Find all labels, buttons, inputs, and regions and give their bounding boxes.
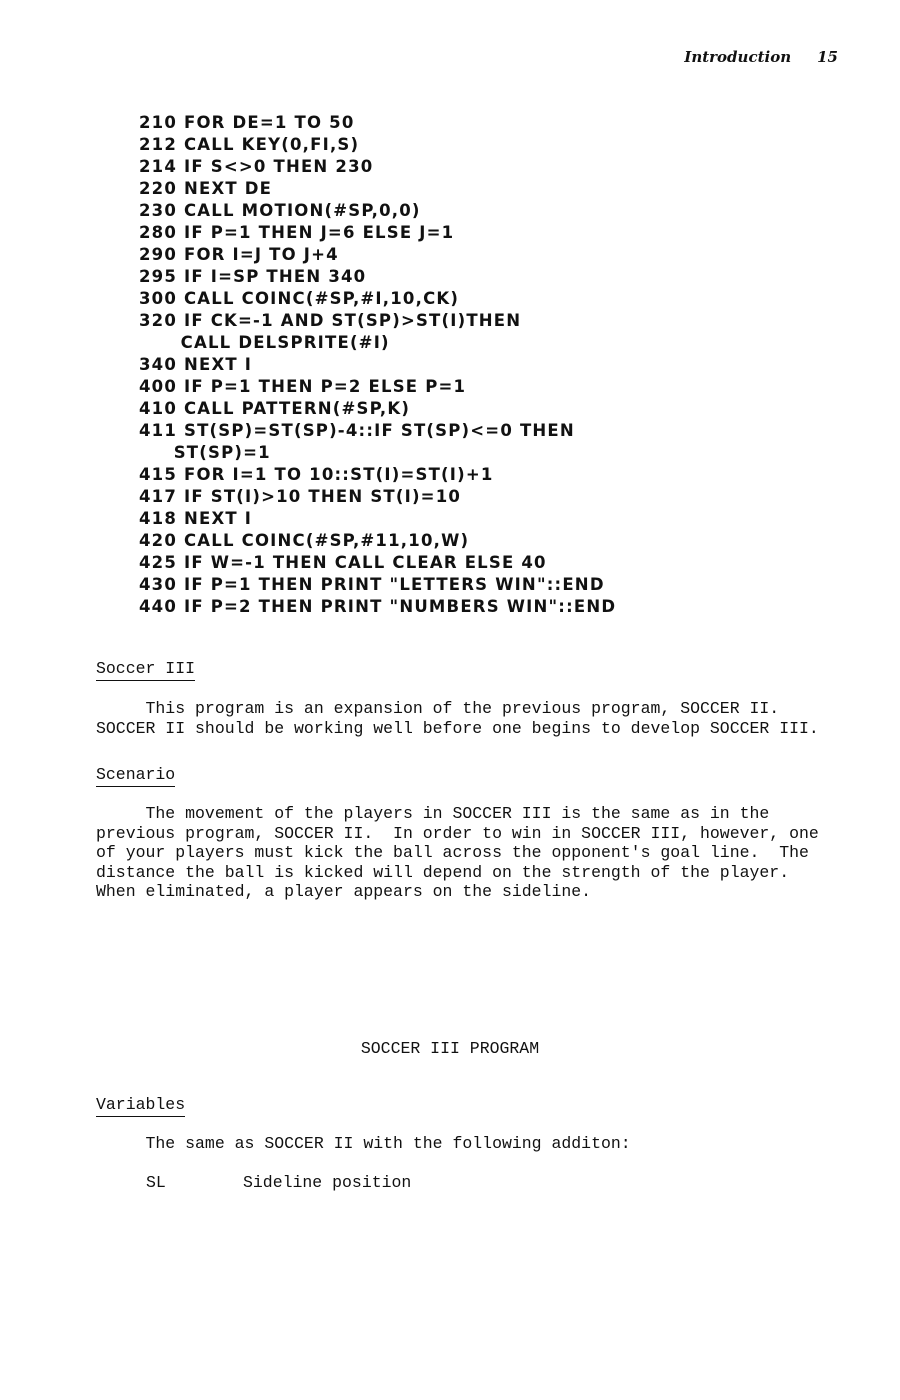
code-line: 415 FOR I=1 TO 10::ST(I)=ST(I)+1	[139, 465, 494, 484]
section-title: Introduction	[684, 48, 792, 66]
code-line: 411 ST(SP)=ST(SP)-4::IF ST(SP)<=0 THEN	[139, 421, 575, 440]
scenario-heading: Scenario	[96, 765, 175, 787]
code-line: 280 IF P=1 THEN J=6 ELSE J=1	[139, 223, 455, 242]
variables-intro: The same as SOCCER II with the following additon:	[96, 1134, 631, 1153]
code-line: ST(SP)=1	[139, 443, 271, 462]
code-line: 230 CALL MOTION(#SP,0,0)	[139, 201, 421, 220]
variables-heading: Variables	[96, 1095, 185, 1117]
code-line: 430 IF P=1 THEN PRINT "LETTERS WIN"::END	[139, 575, 605, 594]
soccer-iii-heading: Soccer III	[96, 659, 195, 681]
code-line: 400 IF P=1 THEN P=2 ELSE P=1	[139, 377, 467, 396]
code-line: 440 IF P=2 THEN PRINT "NUMBERS WIN"::END	[139, 597, 617, 616]
code-line: 340 NEXT I	[139, 355, 253, 374]
code-line: 418 NEXT I	[139, 509, 253, 528]
code-line: 420 CALL COINC(#SP,#11,10,W)	[139, 531, 470, 550]
scenario-paragraph: The movement of the players in SOCCER III is the same as in the previous program, SOCCER II. In order to win in SOCCER III, however, one of your players must kick the ball across the opponent's goal line. The distance the ball is kicked will depend on the strength of the player. When eliminated, a player appears on the sideline.	[96, 804, 819, 902]
code-line: 300 CALL COINC(#SP,#I,10,CK)	[139, 289, 460, 308]
soccer-iii-paragraph: This program is an expansion of the previous program, SOCCER II. SOCCER II should be working well before one begins to develop SOCCER III.	[96, 699, 819, 738]
code-line: 320 IF CK=-1 AND ST(SP)>ST(I)THEN	[139, 311, 522, 330]
code-line: CALL DELSPRITE(#I)	[139, 333, 390, 352]
code-line: 290 FOR I=J TO J+4	[139, 245, 339, 264]
variable-description: Sideline position	[243, 1173, 412, 1192]
code-line: 410 CALL PATTERN(#SP,K)	[139, 399, 411, 418]
code-line: 425 IF W=-1 THEN CALL CLEAR ELSE 40	[139, 553, 547, 572]
code-line: 220 NEXT DE	[139, 179, 273, 198]
code-line: 212 CALL KEY(0,FI,S)	[139, 135, 360, 154]
code-line: 417 IF ST(I)>10 THEN ST(I)=10	[139, 487, 462, 506]
variable-term: SL	[146, 1173, 166, 1192]
code-listing	[139, 112, 759, 618]
code-line: 210 FOR DE=1 TO 50	[139, 113, 355, 132]
code-line: 214 IF S<>0 THEN 230	[139, 157, 374, 176]
page-number: 15	[817, 48, 838, 66]
code-line: 295 IF I=SP THEN 340	[139, 267, 367, 286]
program-title: SOCCER III PROGRAM	[360, 1039, 540, 1058]
running-head	[0, 48, 838, 72]
